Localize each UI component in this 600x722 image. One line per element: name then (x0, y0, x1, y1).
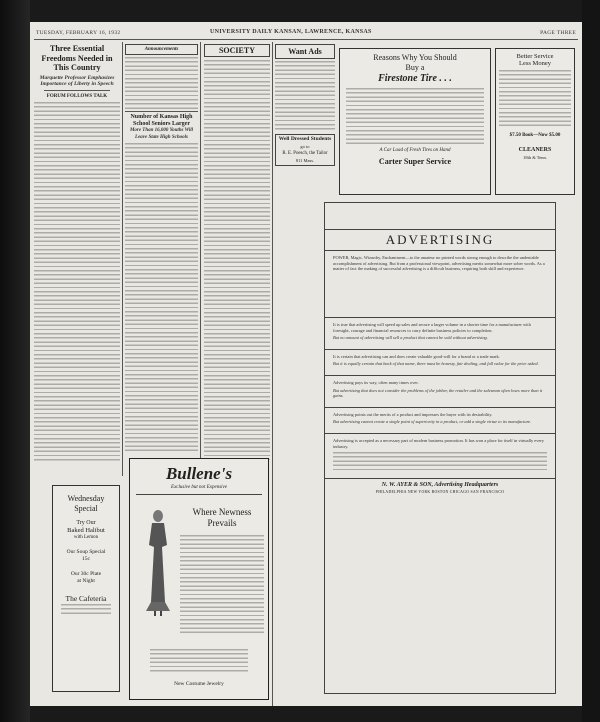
announcements-text (125, 57, 198, 109)
advertising-cities: PHILADELPHIA NEW YORK BOSTON CHICAGO SAN FRANCISCO (375, 490, 505, 495)
cleaners-line-2: Less Money (519, 60, 551, 67)
bullenes-formal-text (150, 649, 248, 673)
firestone-brand: Firestone Tire . . . (378, 73, 452, 84)
advertising-p4: Advertising points out the merits of a product and impresses the buyer with its desirability. (333, 411, 493, 417)
cafeteria-line-1: Try Our (76, 520, 96, 526)
article-text-seniors (125, 143, 198, 453)
bullenes-headline-2: Prevails (207, 518, 237, 528)
column-rule (272, 42, 273, 706)
firestone-line-2: Buy a (405, 63, 425, 72)
cafeteria-ad (52, 485, 120, 692)
firestone-line-1: Reasons Why You Should (373, 53, 457, 62)
cleaners-address: 18th & Tenn. (523, 155, 547, 160)
society-title: SOCIETY (218, 46, 255, 55)
firestone-text (346, 88, 484, 144)
column-rule (200, 42, 201, 476)
tailor-line-1: Well Dressed Students (278, 136, 332, 142)
bullenes-brand: Bullene's (165, 464, 233, 483)
cleaners-text (499, 70, 571, 128)
tailor-line-4: 811 Mass. (295, 158, 315, 163)
subhead-marquette: Marquette Professor Emphasizes Importance of Liberty in Speech (39, 74, 115, 88)
advertising-p2-but: But it is equally certain that back of that name, there must be honesty, fair dealing, and full value for the price asked. (333, 361, 539, 367)
cafeteria-motto (61, 604, 111, 614)
want-ads (275, 44, 335, 204)
column-1 (34, 44, 120, 504)
want-ads-text (275, 61, 335, 131)
advertising-signature: N. W. AYER & SON, Advertising Headquarters (381, 482, 499, 489)
header-masthead: UNIVERSITY DAILY KANSAN, LAWRENCE, KANSAS (210, 29, 372, 35)
cafeteria-title-2: Special (74, 504, 98, 513)
scan-border-left (0, 0, 30, 722)
bullenes-text (180, 535, 264, 635)
article-text-freedoms (34, 102, 120, 462)
bullenes-headline-1: Where Newness (192, 507, 252, 517)
bullenes-slogan: Exclusive but not Expensive (171, 485, 227, 490)
cafeteria-line-4: Our Soup Special (66, 549, 106, 555)
cafeteria-line-5: 15c (82, 556, 90, 562)
cafeteria-line-3: with Lemon (73, 535, 99, 540)
cleaners-name: CLEANERS (518, 147, 552, 153)
scan-border-right (582, 0, 600, 722)
tailor-line-3: R. E. Poesch, the Tailor (282, 151, 328, 156)
firestone-tagline: A Car Load of Fresh Tires on Hand (379, 148, 451, 153)
bullenes-footer: New Costume Jewelry (174, 681, 224, 687)
section-forum: FORUM FOLLOWS TALK (46, 93, 108, 99)
cleaners-line-1: Better Service (516, 53, 554, 60)
newspaper-page (30, 22, 582, 706)
firestone-dealer: Carter Super Service (378, 157, 452, 166)
advertising-p1-but: But no amount of advertising will sell a product that cannot be sold without advertising. (333, 335, 488, 341)
bullenes-ad (129, 458, 269, 700)
column-3 (204, 44, 270, 474)
headline-freedoms: Three Essential Freedoms Needed in This Country (41, 44, 113, 73)
dress-illustration (138, 507, 178, 617)
tailor-ad (275, 134, 335, 166)
header-date: TUESDAY, FEBRUARY 16, 1932 (36, 30, 121, 36)
advertising-p3-but: But advertising that does not consider the problems of the jobber, the retailer and the salesman often loses more than it gains. (333, 387, 543, 399)
cleaners-price: $7.50 Book—Now $5.00 (509, 133, 561, 138)
header-rule (34, 39, 578, 40)
society-text (204, 60, 270, 460)
advertising-p4-but: But advertising cannot create a single point of superiority in a product, or add a single virtue to its manufacture. (333, 419, 532, 425)
cleaners-ad (495, 48, 575, 195)
headline-seniors: Number of Kansas High School Seniors Larger (130, 114, 193, 127)
subhead-seniors: More Than 16,000 Youths Will Leave State High Schools (129, 128, 194, 140)
cafeteria-name: The Cafeteria (65, 594, 107, 603)
column-2 (125, 44, 198, 464)
advertising-p1: It is true that advertising will speed up sales and secure a larger volume in a shorter time for a manufacturer with foresight, courage and financial resources to carry definite business policies to completion. (333, 322, 531, 333)
advertising-p5: Advertising is accepted as a necessary part of modern business promotion. It has won a place for itself in virtually every industry. (333, 437, 545, 449)
firestone-ad (339, 48, 491, 195)
advertising-intro: POWER, Magic, Wizardry, Enchantment—to the amateur no printed words strong enough to describe the undeniable accomplishment of advertising. But from a professional viewpoint, advertising merits somewhat more sober words. As a matter of fact the making of successful advertising is a difficult business, requiring both skill and experience. (333, 255, 545, 272)
header-page-number: PAGE THREE (540, 30, 576, 36)
cafeteria-line-2: Baked Halibut (67, 527, 105, 534)
cafeteria-line-7: at Night (77, 578, 95, 584)
advertising-p2: It is certain that advertising can and does create valuable good-will for a brand or a trade mark. (333, 353, 500, 359)
want-ads-title: Want Ads (288, 47, 322, 56)
advertising-p3: Advertising pays its way, often many times over. (333, 379, 419, 385)
tailor-line-2: go to (300, 144, 310, 149)
column-rule (122, 42, 123, 476)
announcements-title: Announcements (144, 47, 179, 52)
advertising-ad (324, 202, 556, 694)
advertising-p5-rest (333, 452, 547, 472)
cafeteria-title: Wednesday (67, 494, 105, 503)
cafeteria-line-6: Our 30c Plate (70, 571, 102, 577)
advertising-title: ADVERTISING (385, 232, 495, 247)
